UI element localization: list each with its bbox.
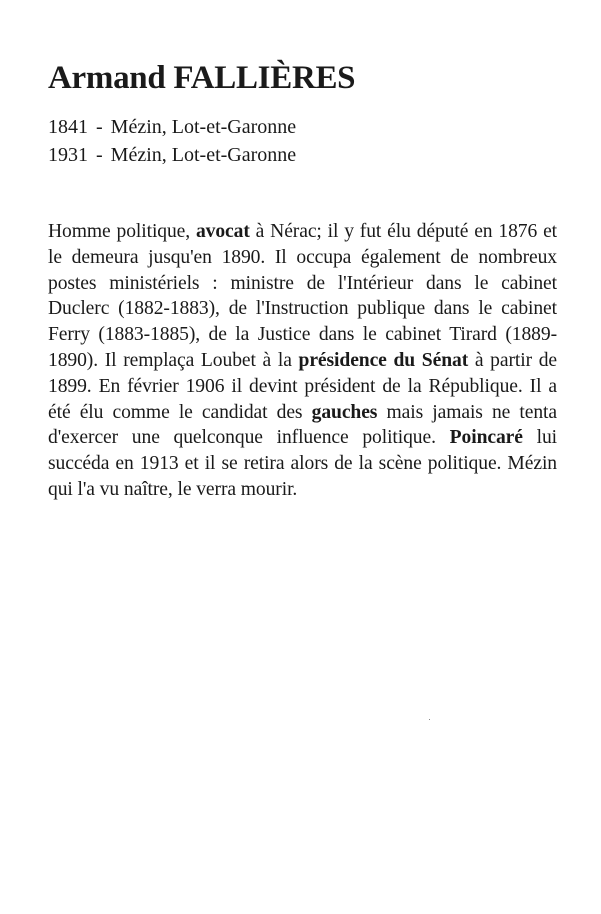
- death-separator: -: [96, 144, 103, 166]
- biography-paragraph: [48, 219, 557, 503]
- bio-keyword-presidence-senat: présidence du Sénat: [298, 349, 469, 371]
- scan-speck: [429, 719, 430, 720]
- bio-keyword-gauches: gauches: [311, 401, 378, 423]
- bio-segment: à partir de 1899. En février 1906 il devint président de la République. Il a été élu comme le candidat des: [48, 349, 558, 423]
- bio-keyword-avocat: avocat: [195, 221, 250, 242]
- birth-line: [48, 113, 296, 141]
- death-year: 1931: [48, 144, 88, 166]
- life-dates: [48, 113, 296, 169]
- bio-keyword-poincare: Poincaré: [449, 427, 523, 449]
- birth-place: Mézin, Lot-et-Garonne: [110, 116, 297, 138]
- bio-segment: mais jamais ne tenta d'exercer une quelconque influence politique.: [48, 401, 557, 449]
- bio-segment: Homme politique,: [48, 221, 196, 242]
- birth-separator: -: [96, 116, 103, 138]
- birth-year: 1841: [48, 116, 88, 138]
- bio-segment: à Nérac; il y fut élu député en 1876 et le demeura jusqu'en 1890. Il occupa également de nombreux postes ministériels : ministre de l'Intérieur dans le cabinet Duclerc (1882-1883), de l'Instruction publique dans le cabinet Ferry (1883-1885), de la Justice dans le cabinet Tirard (1889-1890). Il remplaça Loubet à la: [48, 221, 558, 371]
- bio-segment: lui succéda en 1913 et il se retira alors de la scène politique. Mézin qui l'a vu naître, le verra mourir.: [48, 427, 557, 500]
- death-place: Mézin, Lot-et-Garonne: [110, 144, 297, 166]
- person-name: Armand FALLIÈRES: [48, 60, 356, 96]
- death-line: [48, 141, 296, 169]
